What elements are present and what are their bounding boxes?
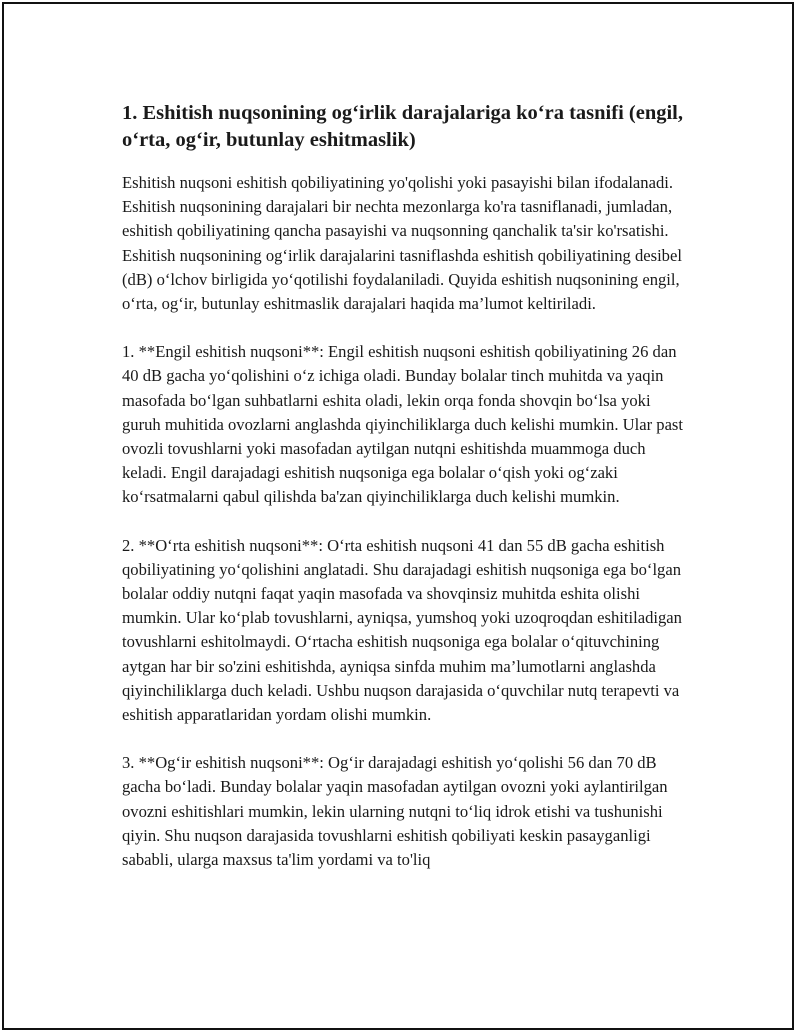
mild-hearing-loss-paragraph: 1. **Engil eshitish nuqsoni**: Engil eshitish nuqsoni eshitish qobiliyatining 26 dan 40 dB gacha yo‘qolishini o‘z ichiga oladi. Bunday bolalar tinch muhitda va yaqin masofada bo‘lgan suhbatlarni eshita oladi, lekin orqa fonda shovqin bo‘lsa yoki guruh muhitida ovozlarni anglashda qiyinchiliklarga duch kelishi mumkin. Ular past ovozli tovushlarni yoki masofadan aytilgan nutqni eshitishda muammoga duch keladi. Engil darajadagi eshitish nuqsoniga ega bolalar o‘qish yoki og‘zaki ko‘rsatmalarni qabul qilishda ba'zan qiyinchiliklarga duch kelishi mumkin. bbox=[122, 342, 684, 507]
document-title: 1. Eshitish nuqsonining og‘irlik darajalariga ko‘ra tasnifi (engil, o‘rta, og‘ir, butunlay eshitmaslik) bbox=[122, 102, 683, 151]
moderate-hearing-loss-paragraph: 2. **O‘rta eshitish nuqsoni**: O‘rta eshitish nuqsoni 41 dan 55 dB gacha eshitish qobiliyatining yo‘qolishini anglatadi. Shu darajadagi eshitish nuqsoniga ega bo‘lgan bolalar oddiy nutqni faqat yaqin masofada va shovqinsiz muhitda eshita olishi mumkin. Ular ko‘plab tovushlarni, ayniqsa, yumshoq yoki uzoqroqdan eshitiladigan tovushlarni eshitolmaydi. O‘rtacha eshitish nuqsoniga ega bolalar o‘qituvchining aytgan har bir so'zini eshitishda, ayniqsa sinfda muhim ma’lumotlarni anglashda qiyinchiliklarga duch keladi. Ushbu nuqson darajasida o‘quvchilar nutq terapevti va eshitish apparatlaridan yordam olishi mumkin. bbox=[122, 535, 682, 725]
intro-paragraph: Eshitish nuqsoni eshitish qobiliyatining yo'qolishi yoki pasayishi bilan ifodalanadi. Eshitish nuqsonining darajalari bir nechta mezonlarga ko'ra tasniflanadi, jumladan, eshitish qobiliyatining qancha pasayishi va nuqsonning qanchalik ta'sir ko'rsatishi. Eshitish nuqsonining og‘irlik darajalarini tasniflashda eshitish qobiliyatining desibel (dB) o‘lchov birligida yo‘qotilishi foydalaniladi. Quyida eshitish nuqsonining engil, o‘rta, og‘ir, butunlay eshitmaslik darajalari haqida ma’lumot keltiriladi. bbox=[122, 173, 682, 314]
severe-hearing-loss-paragraph: 3. **Og‘ir eshitish nuqsoni**: Og‘ir darajadagi eshitish yo‘qolishi 56 dan 70 dB gacha bo‘ladi. Bunday bolalar yaqin masofadan aytilgan ovozni yoki aylantirilgan ovozni eshitishlari mumkin, lekin ularning nutqni to‘liq idrok etishi va tushunishi qiyin. Shu nuqson darajasida tovushlarni eshitish qobiliyati keskin pasayganligi sababli, ularga maxsus ta'lim yordami va to'liq bbox=[122, 753, 668, 870]
document-body bbox=[122, 100, 692, 896]
page-frame bbox=[2, 2, 794, 1030]
